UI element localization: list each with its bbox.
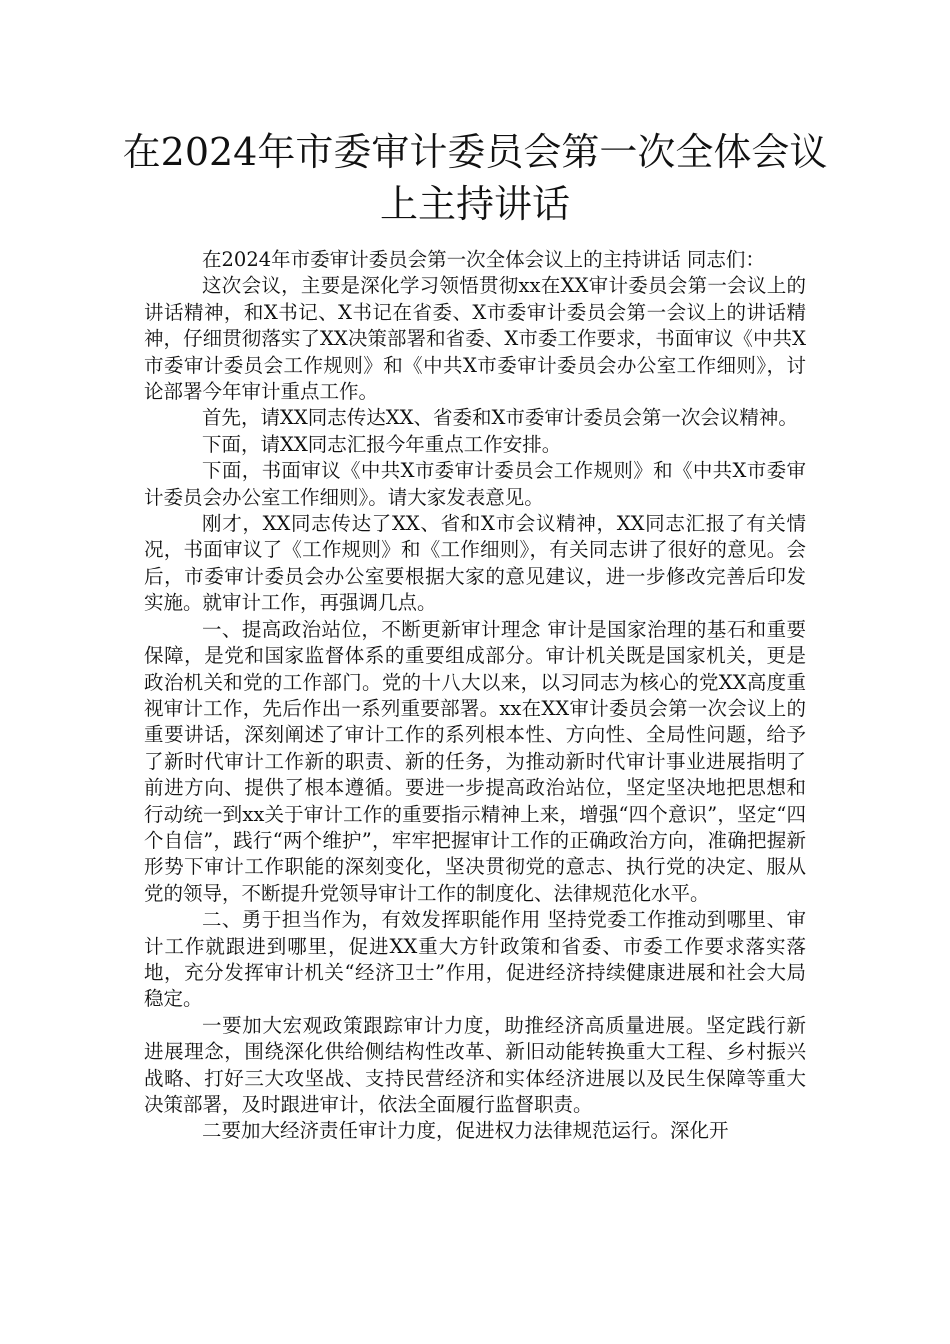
- document-title: 在2024年市委审计委员会第一次全体会议上主持讲话: [122, 130, 828, 226]
- paragraph: 这次会议，主要是深化学习领悟贯彻xx在XX审计委员会第一会议上的讲话精神，和X书记、X书记在省委、X市委审计委员会第一会议上的讲话精神，仔细贯彻落实了XX决策部署和省委、X市委工作要求，书面审议《中共X市委审计委员会工作规则》和《中共X市委审计委员会办公室工作细则》，讨论部署今年审计重点工作。: [144, 274, 806, 404]
- paragraph: 首先，请XX同志传达XX、省委和X市委审计委员会第一次会议精神。: [202, 406, 798, 430]
- paragraph: 下面，请XX同志汇报今年重点工作安排。: [202, 432, 562, 456]
- paragraph: 下面，书面审议《中共X市委审计委员会工作规则》和《中共X市委审计委员会办公室工作细则》。请大家发表意见。: [144, 459, 806, 509]
- paragraph: 一、提高政治站位，不断更新审计理念 审计是国家治理的基石和重要保障，是党和国家监督体系的重要组成部分。审计机关既是国家机关，更是政治机关和党的工作部门。党的十八大以来，以习同志为核心的党XX高度重视审计工作，先后作出一系列重要部署。xx在XX审计委员会第一次会议上的重要讲话，深刻阐述了审计工作的系列根本性、方向性、全局性问题，给予了新时代审计工作新的职责、新的任务，为推动新时代审计事业进展指明了前进方向、提供了根本遵循。要进一步提高政治站位，坚定坚决地把思想和行动统一到xx关于审计工作的重要指示精神上来，增强“四个意识”，坚定“四个自信”，践行“两个维护”，牢牢把握审计工作的正确政治方向，准确把握新形势下审计工作职能的深刻变化，坚决贯彻党的意志、执行党的决定、服从党的领导，不断提升党领导审计工作的制度化、法律规范化水平。: [144, 617, 806, 905]
- document-body: [144, 247, 806, 1145]
- paragraph: 二要加大经济责任审计力度，促进权力法律规范运行。深化开: [202, 1119, 729, 1143]
- paragraph: 一要加大宏观政策跟踪审计力度，助推经济高质量进展。坚定践行新进展理念，围绕深化供给侧结构性改革、新旧动能转换重大工程、乡村振兴战略、打好三大攻坚战、支持民营经济和实体经济进展以及民生保障等重大决策部署，及时跟进审计，依法全面履行监督职责。: [144, 1013, 806, 1116]
- paragraph: 在2024年市委审计委员会第一次全体会议上的主持讲话 同志们：: [202, 248, 765, 271]
- paragraph: 刚才，XX同志传达了XX、省和X市会议精神，XX同志汇报了有关情况，书面审议了《工作规则》和《工作细则》，有关同志讲了很好的意见。会后，市委审计委员会办公室要根据大家的意见建议，进一步修改完善后印发实施。就审计工作，再强调几点。: [144, 512, 806, 615]
- paragraph: 二、勇于担当作为，有效发挥职能作用 坚持党委工作推动到哪里、审计工作就跟进到哪里，促进XX重大方针政策和省委、市委工作要求落实落地，充分发挥审计机关“经济卫士”作用，促进经济持续健康进展和社会大局稳定。: [144, 908, 806, 1011]
